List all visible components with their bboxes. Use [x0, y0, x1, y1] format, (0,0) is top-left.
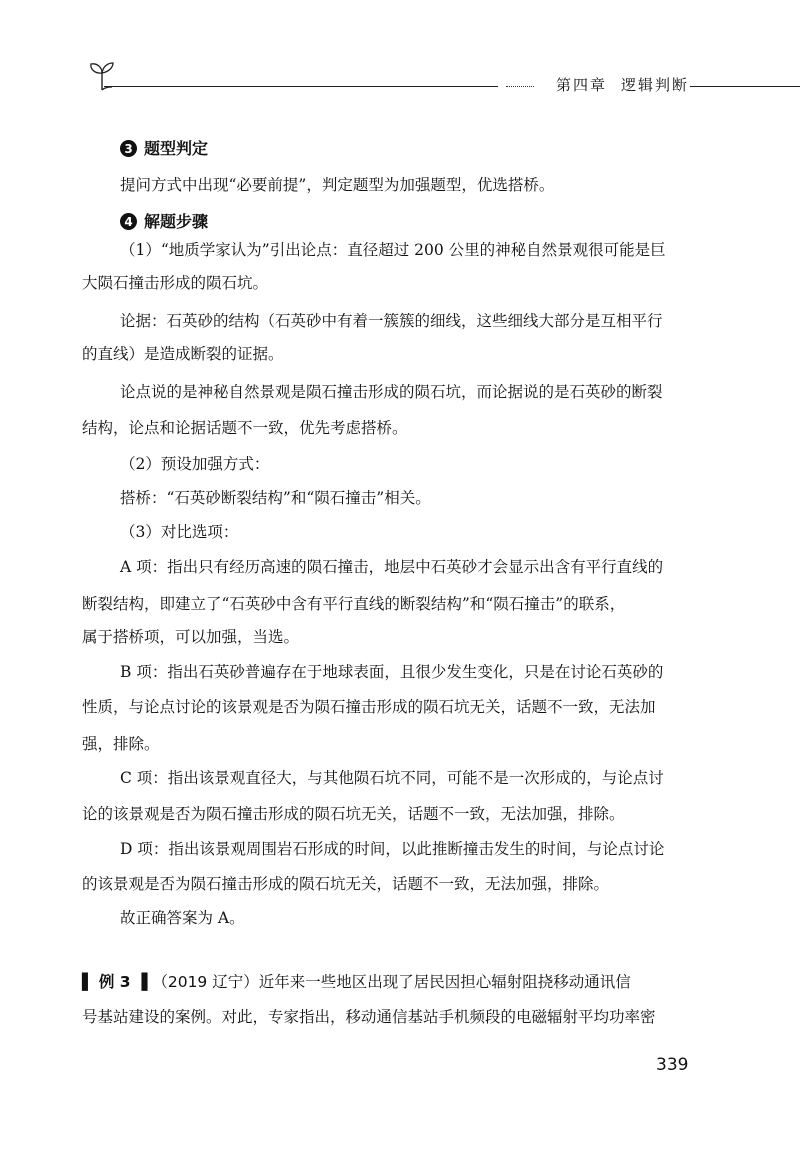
example-marker-left: ▌: [82, 973, 94, 991]
example-marker-right: ▐: [135, 973, 148, 991]
body-line: 论点说的是神秘自然景观是陨石撞击形成的陨石坑，而论据说的是石英砂的断裂: [120, 383, 663, 401]
body-line: 的该景观是否为陨石撞击形成的陨石坑无关，话题不一致，无法加强，排除。: [82, 875, 610, 893]
body-line: 性质，与论点讨论的该景观是否为陨石撞击形成的陨石坑无关，话题不一致，无法加: [82, 698, 656, 716]
page-number: 339: [656, 1055, 689, 1075]
body-line: 搭桥：“石英砂断裂结构”和“陨石撞击”相关。: [120, 489, 431, 507]
example-label: 例 3: [98, 973, 131, 991]
svg-text:3: 3: [124, 142, 133, 156]
header-rule-right: [690, 86, 800, 87]
type-judgment-text: 提问方式中出现“必要前提”，判定题型为加强题型，优选搭桥。: [120, 176, 555, 194]
body-line: 论的该景观是否为陨石撞击形成的陨石坑无关，话题不一致，无法加强，排除。: [82, 805, 625, 823]
body-line: （2）预设加强方式：: [120, 455, 270, 473]
svg-text:4: 4: [124, 215, 133, 229]
body-line: A 项：指出只有经历高速的陨石撞击，地层中石英砂才会显示出含有平行直线的: [120, 558, 664, 576]
number-badge-icon: [120, 140, 137, 157]
body-line: （1）“地质学家认为”引出论点：直径超过 200 公里的神秘自然景观很可能是巨: [120, 241, 666, 259]
body-line: 强，排除。: [82, 735, 160, 753]
header-rule-dotted: [506, 86, 534, 87]
body-line: （3）对比选项：: [120, 523, 239, 541]
chapter-title: [556, 74, 689, 95]
body-line: B 项：指出石英砂普遍存在于地球表面，且很少发生变化，只是在讨论石英砂的: [120, 663, 664, 681]
header-rule-left: [104, 86, 498, 87]
chapter-name: 逻辑判断: [621, 76, 690, 94]
body-line: 论据：石英砂的结构（石英砂中有着一簇簇的细线，这些细线大部分是互相平行: [120, 312, 663, 330]
running-header: [88, 60, 708, 100]
body-line: C 项：指出该景观直径大，与其他陨石坑不同，可能不是一次形成的，与论点讨: [120, 769, 664, 787]
body-line: 属于搭桥项，可以加强，当选。: [82, 628, 300, 646]
body-line: 大陨石撞击形成的陨石坑。: [82, 274, 269, 292]
chapter-number: 第四章: [556, 76, 608, 94]
example-line-2: 号基站建设的案例。对此，专家指出，移动通信基站手机频段的电磁辐射平均功率密: [82, 1008, 656, 1026]
conclusion-line: 故正确答案为 A。: [120, 909, 245, 927]
example-source: （2019 辽宁）: [152, 973, 259, 991]
steps-heading: 4 解题步骤: [120, 209, 208, 232]
body-line: D 项：指出该景观周围岩石形成的时间，以此推断撞击发生的时间，与论点讨论: [120, 840, 665, 858]
type-judgment-heading: 3 题型判定: [120, 136, 208, 159]
body-line: 的直线）是造成断裂的证据。: [82, 345, 284, 363]
sprout-icon: [88, 60, 118, 92]
body-line: 结构，论点和论据话题不一致，优先考虑搭桥。: [82, 419, 408, 437]
example-text-1: 近年来一些地区出现了居民因担心辐射阻挠移动通讯信: [258, 973, 631, 991]
number-badge-icon: [120, 213, 137, 230]
body-line: 断裂结构，即建立了“石英砂中含有平行直线的断裂结构”和“陨石撞击”的联系，: [82, 595, 626, 613]
example-line-1: [82, 970, 722, 992]
